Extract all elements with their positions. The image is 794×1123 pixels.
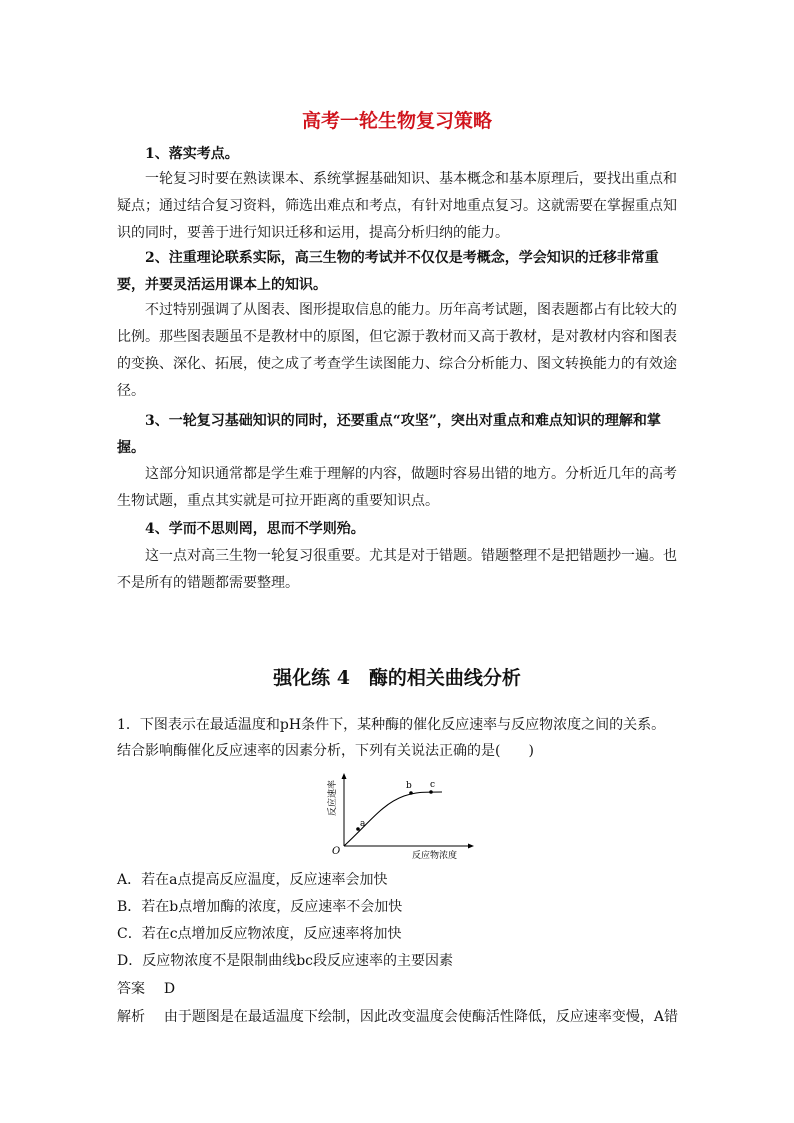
point-a-label: a	[360, 819, 366, 829]
point-b-marker	[409, 791, 413, 795]
question-text: 1．下图表示在最适温度和pH条件下，某种酶的催化反应速率与反应物浓度之间的关系。结合影响酶催化反应速率的因素分析，下列有关说法正确的是( )	[117, 717, 666, 759]
origin-label: O	[332, 846, 341, 857]
option-c: C．若在c点增加反应物浓度，反应速率将加快	[117, 926, 402, 942]
strategy-title: 高考一轮生物复习策略	[301, 110, 492, 132]
y-axis-arrow	[342, 773, 347, 779]
rate-curve	[344, 792, 442, 846]
strategy-heading-1: 1、落实考点。	[145, 146, 239, 162]
strategy-heading-2: 2、注重理论联系实际，高三生物的考试并不仅仅是考概念，学会知识的迁移非常重要，并要灵活运用课本上的知识。	[117, 250, 659, 293]
option-b: B．若在b点增加酶的浓度，反应速率不会加快	[117, 899, 403, 915]
point-c-label: c	[430, 780, 436, 790]
answer-value: D	[163, 981, 176, 997]
strategy-paragraph-2: 不过特别强调了从图表、图形提取信息的能力。历年高考试题，图表题都占有比较大的比例。那些图表题虽不是教材中的原图，但它源于教材而又高于教材，是对教材内容和图表的变换、深化、拓展，使之成了考查学生读图能力、综合分析能力、图文转换能力的有效途径。	[117, 302, 677, 399]
strategy-heading-4: 4、学而不思则罔，思而不学则殆。	[145, 521, 365, 537]
reaction-rate-graph	[320, 772, 480, 864]
point-c-marker	[429, 790, 433, 794]
strategy-heading-3: 3、一轮复习基础知识的同时，还要重点“攻坚”，突出对重点和难点知识的理解和掌握。	[117, 413, 661, 456]
strategy-paragraph-1: 一轮复习时要在熟读课本、系统掌握基础知识、基本概念和基本原理后，要找出重点和疑点；通过结合复习资料，筛选出难点和考点，有针对地重点复习。这就需要在掌握重点知识的同时，要善于进行知识迁移和运用，提高分析归纳的能力。	[117, 171, 677, 241]
x-axis-label: 反应物浓度	[412, 851, 458, 861]
exercise-title: 强化练 4 酶的相关曲线分析	[273, 667, 521, 689]
answer-label: 答案	[117, 981, 145, 997]
y-axis-label: 反应速率	[328, 779, 338, 816]
analysis-label: 解析	[117, 1009, 145, 1025]
analysis-text: 由于题图是在最适温度下绘制，因此改变温度会使酶活性降低，反应速率变慢，A错	[163, 1009, 679, 1025]
strategy-paragraph-3: 这部分知识通常都是学生难于理解的内容，做题时容易出错的地方。分析近几年的高考生物试题，重点其实就是可拉开距离的重要知识点。	[117, 466, 677, 509]
option-a: A．若在a点提高反应温度，反应速率会加快	[117, 872, 388, 888]
analysis-line	[117, 1006, 679, 1028]
answer-line	[117, 978, 175, 1000]
point-b-label: b	[406, 781, 412, 791]
strategy-paragraph-4: 这一点对高三生物一轮复习很重要。尤其是对于错题。错题整理不是把错题抄一遍。也不是所有的错题都需要整理。	[117, 548, 677, 591]
option-d: D．反应物浓度不是限制曲线bc段反应速率的主要因素	[117, 953, 454, 969]
x-axis-arrow	[468, 844, 474, 849]
